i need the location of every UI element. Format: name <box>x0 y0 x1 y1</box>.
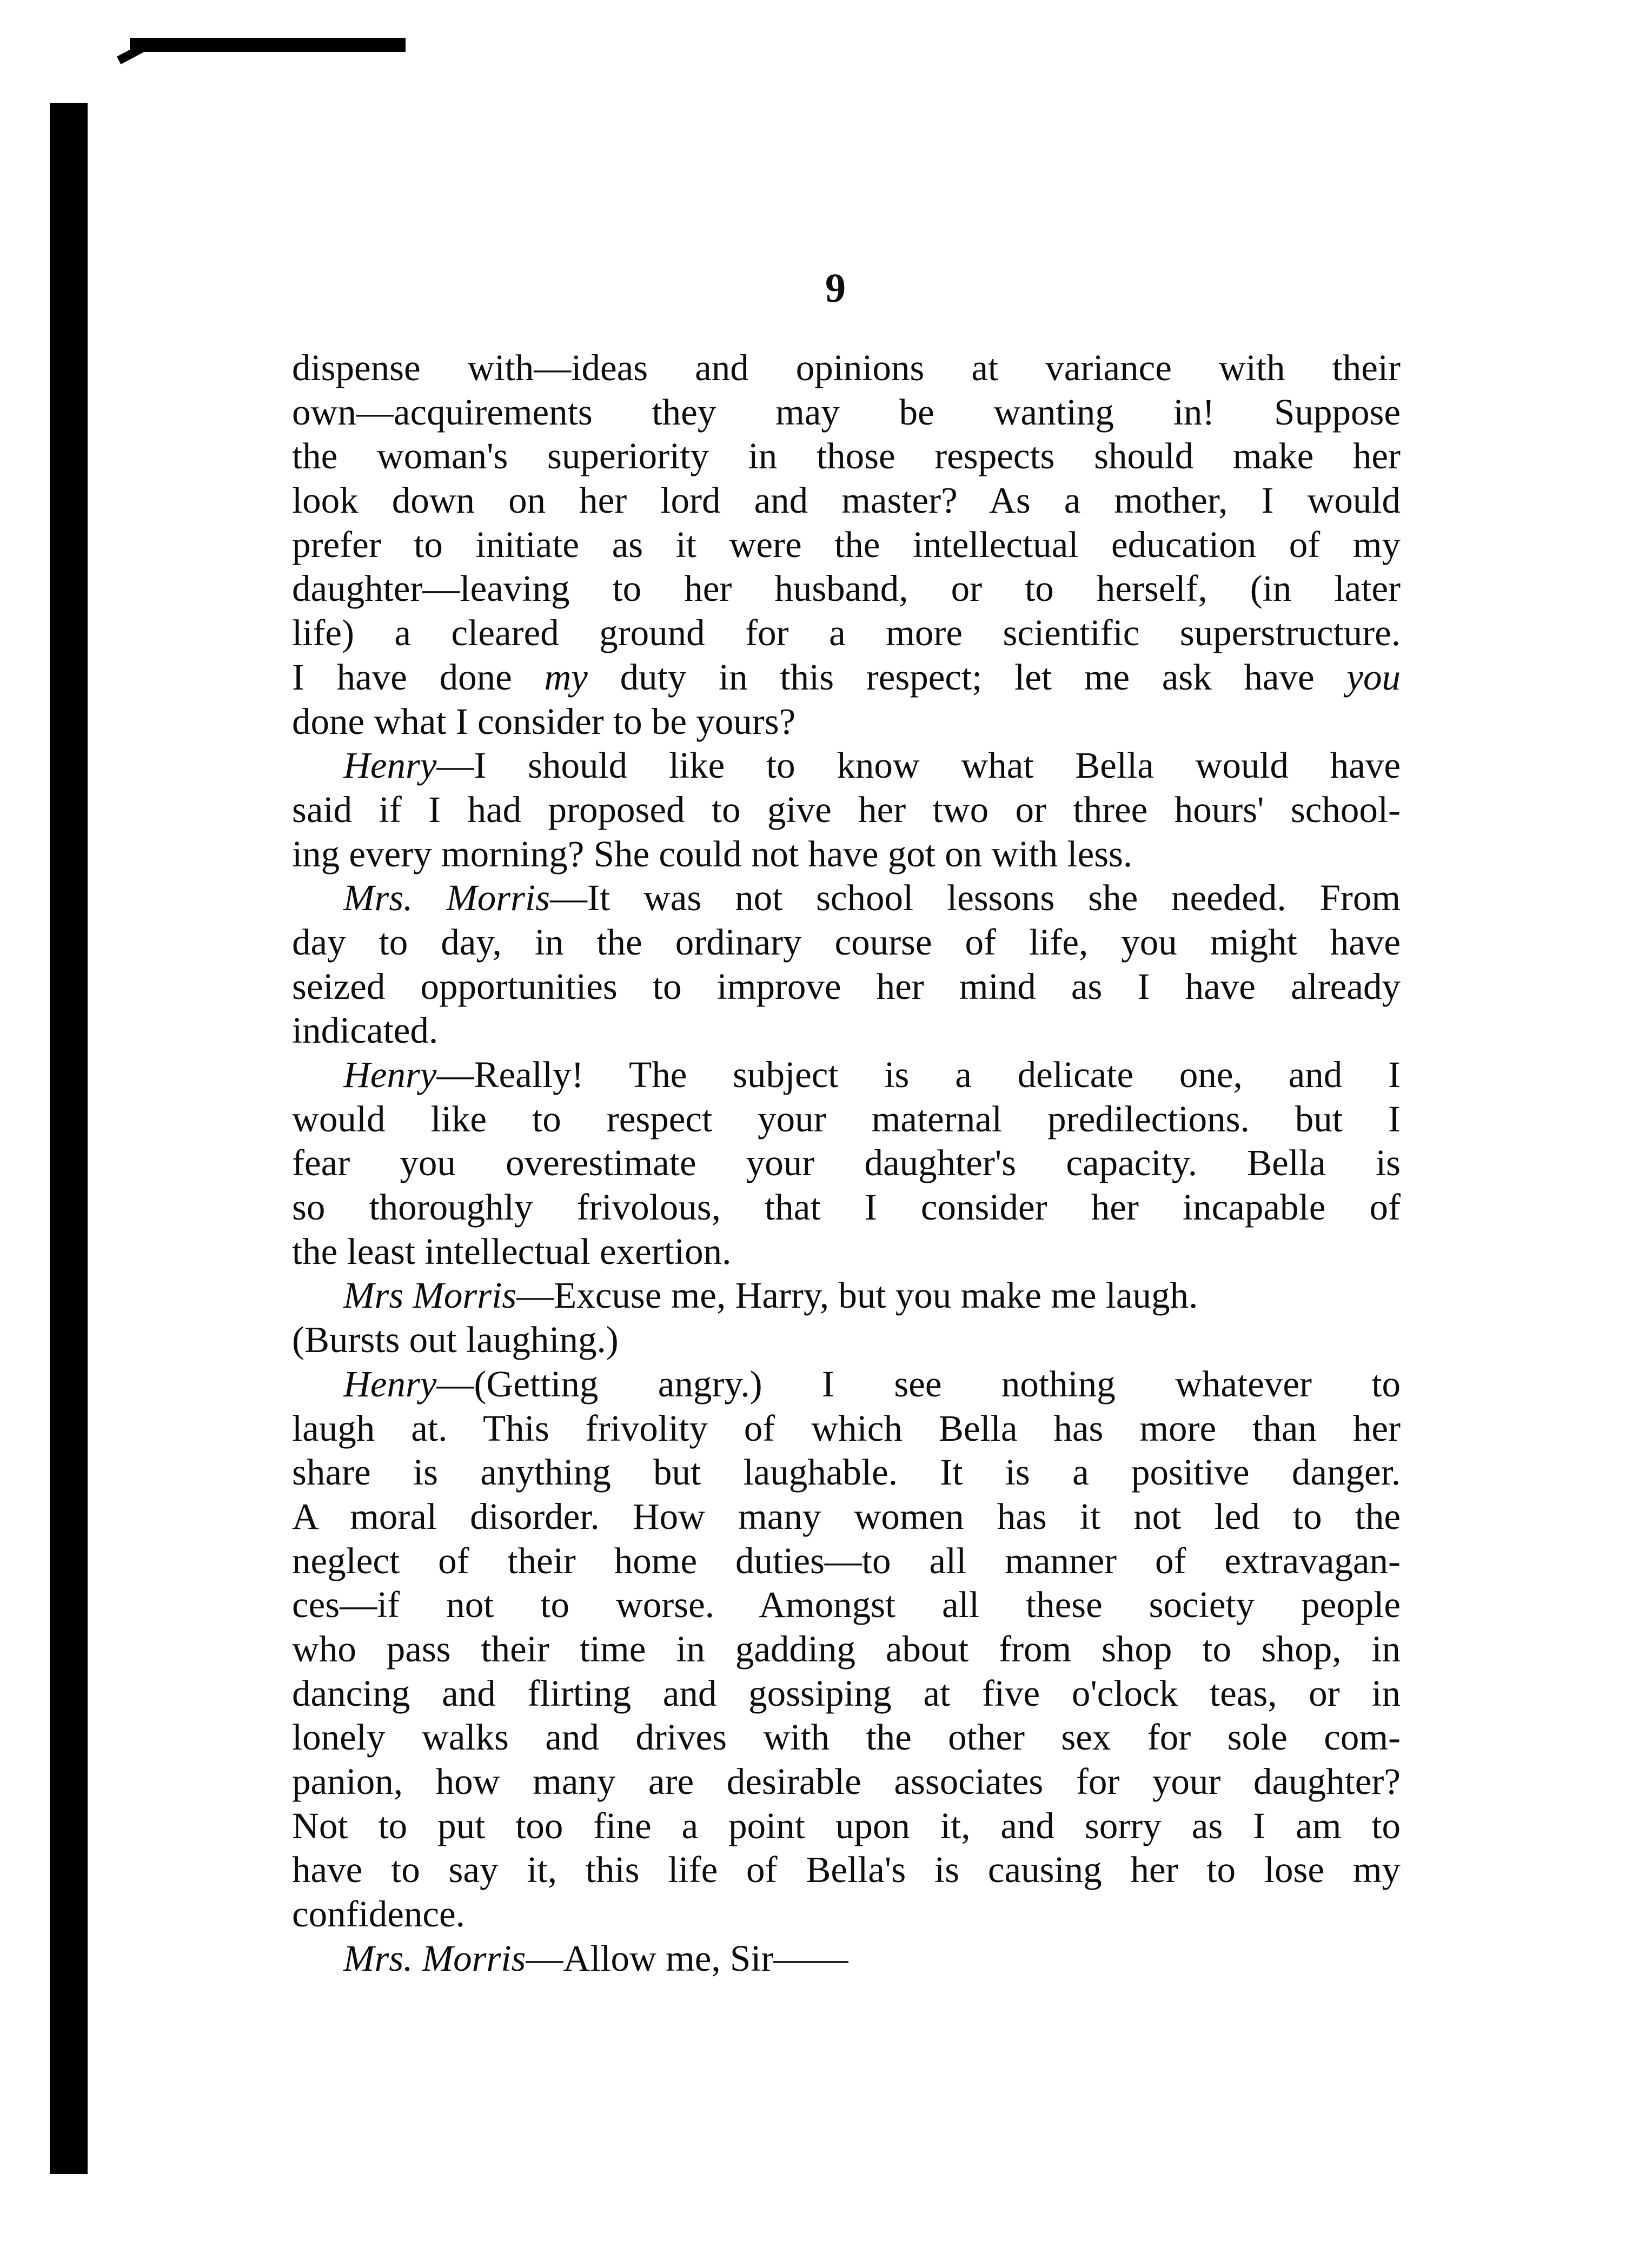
line-text: —I should like to know what Bella would have <box>436 745 1401 786</box>
line-text: share is anything but laughable. It is a positive danger. <box>292 1452 1401 1493</box>
text-line <box>292 567 1401 611</box>
line-text: fear you overestimate your daughter's capacity. Bella is <box>292 1142 1401 1184</box>
line-text: dancing and flirting and gossiping at five o'clock teas, or in <box>292 1672 1401 1714</box>
line-text: day to day, in the ordinary course of life, you might have <box>292 921 1401 963</box>
speaker-name: Henry <box>343 1054 437 1095</box>
speaker-name: Mrs. Morris <box>343 1937 526 1979</box>
text-line <box>292 479 1401 523</box>
line-text: A moral disorder. How many women has it not led to the <box>292 1495 1401 1537</box>
line-text: the woman's superiority in those respects should make her <box>292 435 1401 477</box>
text-line <box>292 1141 1401 1185</box>
text-line <box>292 1627 1401 1672</box>
speaker-name: Henry <box>343 745 437 786</box>
speaker-name: Henry <box>343 1363 437 1405</box>
line-text: ing every morning? She could not have got on with less. <box>292 833 1133 875</box>
line-text: —(Getting angry.) I see nothing whatever to <box>436 1363 1401 1405</box>
text-line <box>292 655 1401 700</box>
line-text: daughter—leaving to her husband, or to herself, (in later <box>292 568 1401 610</box>
line-text: look down on her lord and master? As a mother, I would <box>292 480 1401 521</box>
line-text: said if I had proposed to give her two or three hours' school- <box>292 789 1401 830</box>
line-text: (Bursts out laughing.) <box>292 1319 619 1361</box>
line-text: laugh at. This frivolity of which Bella has more than her <box>292 1407 1401 1449</box>
line-text: dispense with—ideas and opinions at variance with their <box>292 347 1401 388</box>
line-text: —It was not school lessons she needed. From <box>549 877 1401 919</box>
body-text <box>292 346 1401 1980</box>
text-line <box>292 1053 1401 1097</box>
text-line <box>292 1760 1401 1804</box>
line-text: who pass their time in gadding about from shop to shop, in <box>292 1628 1401 1670</box>
text-line <box>292 1230 1401 1274</box>
line-text: the least intellectual exertion. <box>292 1230 732 1272</box>
text-line <box>292 1407 1401 1451</box>
speaker-name: Mrs. Morris <box>343 877 550 919</box>
text-line <box>292 1097 1401 1142</box>
line-text: seized opportunities to improve her mind as I have already <box>292 965 1401 1007</box>
text-line <box>292 611 1401 655</box>
text-line <box>292 1274 1401 1318</box>
text-line <box>292 1009 1401 1053</box>
text-line <box>292 346 1401 390</box>
speaker-name: Mrs Morris <box>343 1275 517 1316</box>
line-text: so thoroughly frivolous, that I consider her incapable of <box>292 1187 1401 1228</box>
text-line <box>292 1539 1401 1584</box>
text-line <box>292 434 1401 479</box>
text-line <box>292 1715 1401 1760</box>
line-text: prefer to initiate as it were the intellectual education of my <box>292 524 1401 565</box>
emphasized-text: you <box>1346 656 1401 698</box>
text-line <box>292 1362 1401 1407</box>
text-segment: I have done <box>292 656 545 698</box>
line-text: indicated. <box>292 1010 439 1051</box>
text-line <box>292 1583 1401 1627</box>
line-text: would like to respect your maternal predilections. but I <box>292 1098 1401 1140</box>
text-segment: duty in this respect; let me ask have <box>587 656 1347 698</box>
text-line <box>292 788 1401 832</box>
text-line <box>292 1185 1401 1230</box>
line-text: confidence. <box>292 1893 465 1935</box>
text-line <box>292 965 1401 1009</box>
text-line <box>292 1892 1401 1937</box>
text-line <box>292 1495 1401 1539</box>
line-text: neglect of their home duties—to all manner of extravagan- <box>292 1540 1401 1581</box>
line-text: panion, how many are desirable associates for your daughter? <box>292 1761 1401 1802</box>
book-spine-shadow <box>50 103 88 2174</box>
line-text: —Really! The subject is a delicate one, and I <box>436 1054 1401 1095</box>
line-text: Not to put too fine a point upon it, and sorry as I am to <box>292 1805 1401 1846</box>
emphasized-text: my <box>544 656 588 698</box>
text-line <box>292 1804 1401 1849</box>
text-line <box>292 744 1401 788</box>
text-line <box>292 700 1401 744</box>
line-text: lonely walks and drives with the other sex for sole com- <box>292 1717 1401 1758</box>
line-text: have to say it, this life of Bella's is causing her to lose my <box>292 1849 1401 1891</box>
text-line <box>292 1450 1401 1495</box>
line-text: ces—if not to worse. Amongst all these society people <box>292 1584 1401 1626</box>
text-line <box>292 920 1401 965</box>
book-edge-top <box>130 38 406 52</box>
line-text: done what I consider to be yours? <box>292 700 796 742</box>
text-line <box>292 876 1401 920</box>
text-line <box>292 523 1401 567</box>
line-text: —Allow me, Sir—— <box>526 1937 848 1979</box>
text-line <box>292 1848 1401 1892</box>
line-text: own—acquirements they may be wanting in! Suppose <box>292 391 1401 433</box>
text-line <box>292 1672 1401 1716</box>
line-text: life) a cleared ground for a more scientific superstructure. <box>292 612 1401 654</box>
text-line <box>292 1937 1401 1981</box>
page-number: 9 <box>825 266 846 311</box>
text-line <box>292 390 1401 435</box>
text-line <box>292 1318 1401 1362</box>
line-text: —Excuse me, Harry, but you make me laugh. <box>516 1275 1198 1316</box>
text-line <box>292 832 1401 877</box>
